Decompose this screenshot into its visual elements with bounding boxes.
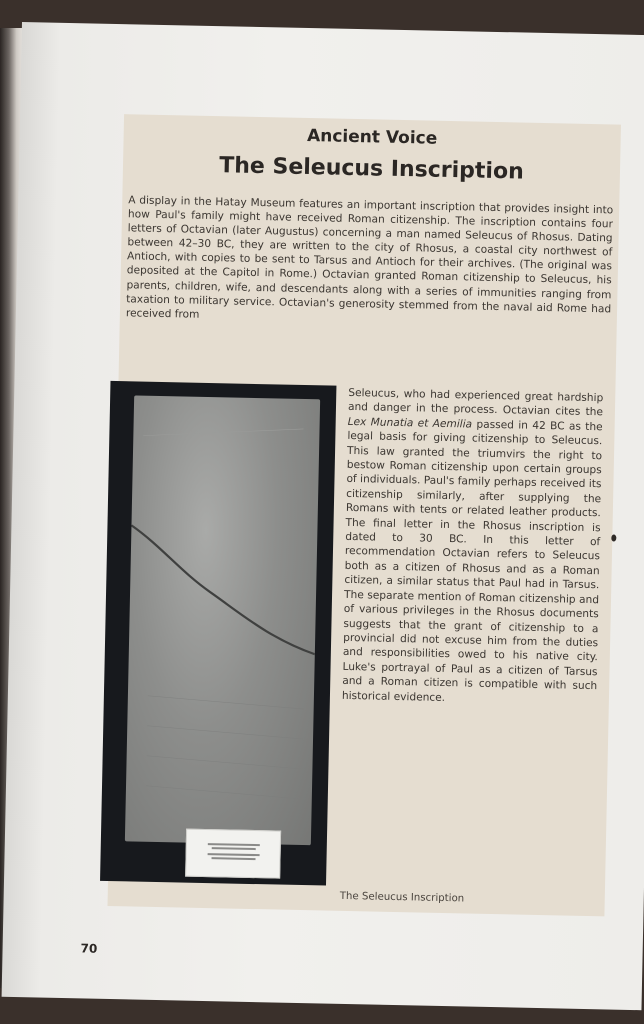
law-name: Lex Munatia et Aemilia	[347, 415, 473, 431]
stone-crack	[125, 395, 320, 845]
sidebar-panel	[108, 114, 621, 916]
figure-caption: The Seleucus Inscription	[339, 890, 465, 905]
side-paragraph	[342, 386, 604, 708]
side-text-start: Seleucus, who had experienced great hardship and danger in the process. Octavian cites the	[347, 386, 604, 419]
label-text-lines	[203, 842, 263, 863]
book-page	[2, 22, 644, 1010]
section-kicker: Ancient Voice	[306, 125, 438, 149]
inscription-photo	[100, 381, 336, 886]
intro-paragraph: A display in the Hatay Museum features an important inscription that provides insight into how Paul's family might have received Roman citizenship. The inscription contains four letters of Octavian (later Augustus) concerning a man named Seleucus of Rhosus. Dating between 42–30 BC, they are written to the city of Rhosus, a coastal city northwest of Antioch, with copies to be sent to Tarsus and Antioch for their archives. (The original was deposited at the Capitol in Rome.) Octavian granted Roman citizenship to Seleucus, his parents, children, wife, and descendants along with a series of immunities ranging from taxation to military service. Octavian's generosity stemmed from the naval aid Rome had received from	[125, 194, 614, 321]
side-text-end: passed in 42 BC as the legal basis for giving citizenship to Seleucus. This law granted the triumvirs the right to bestow Roman citizenship upon certain groups of individuals. Paul's family perhaps received its citizenship similarly, after supplying the Romans with tents or related leather products. The final letter in the Rhosus inscription is dated to 30 BC. In this letter of recommendation Octavian refers to Seleucus both as a citizen of Rhosus and as a Roman citizen, a similar status that Paul had in Tarsus. The separate mention of Roman citizenship and of various privileges in the Rhosus documents suggests that the grant of citizenship to a provincial did not excuse him from the duties and responsibilities owed to his native city. Luke's portrayal of Paul as a citizen of Tarsus and a Roman citizen is compatible with such historical evidence.	[341, 418, 603, 704]
stone-slab	[125, 395, 320, 845]
page-number: 70	[80, 941, 98, 956]
margin-mark	[611, 534, 616, 541]
page-title: The Seleucus Inscription	[218, 153, 525, 185]
museum-label-card	[185, 829, 281, 879]
